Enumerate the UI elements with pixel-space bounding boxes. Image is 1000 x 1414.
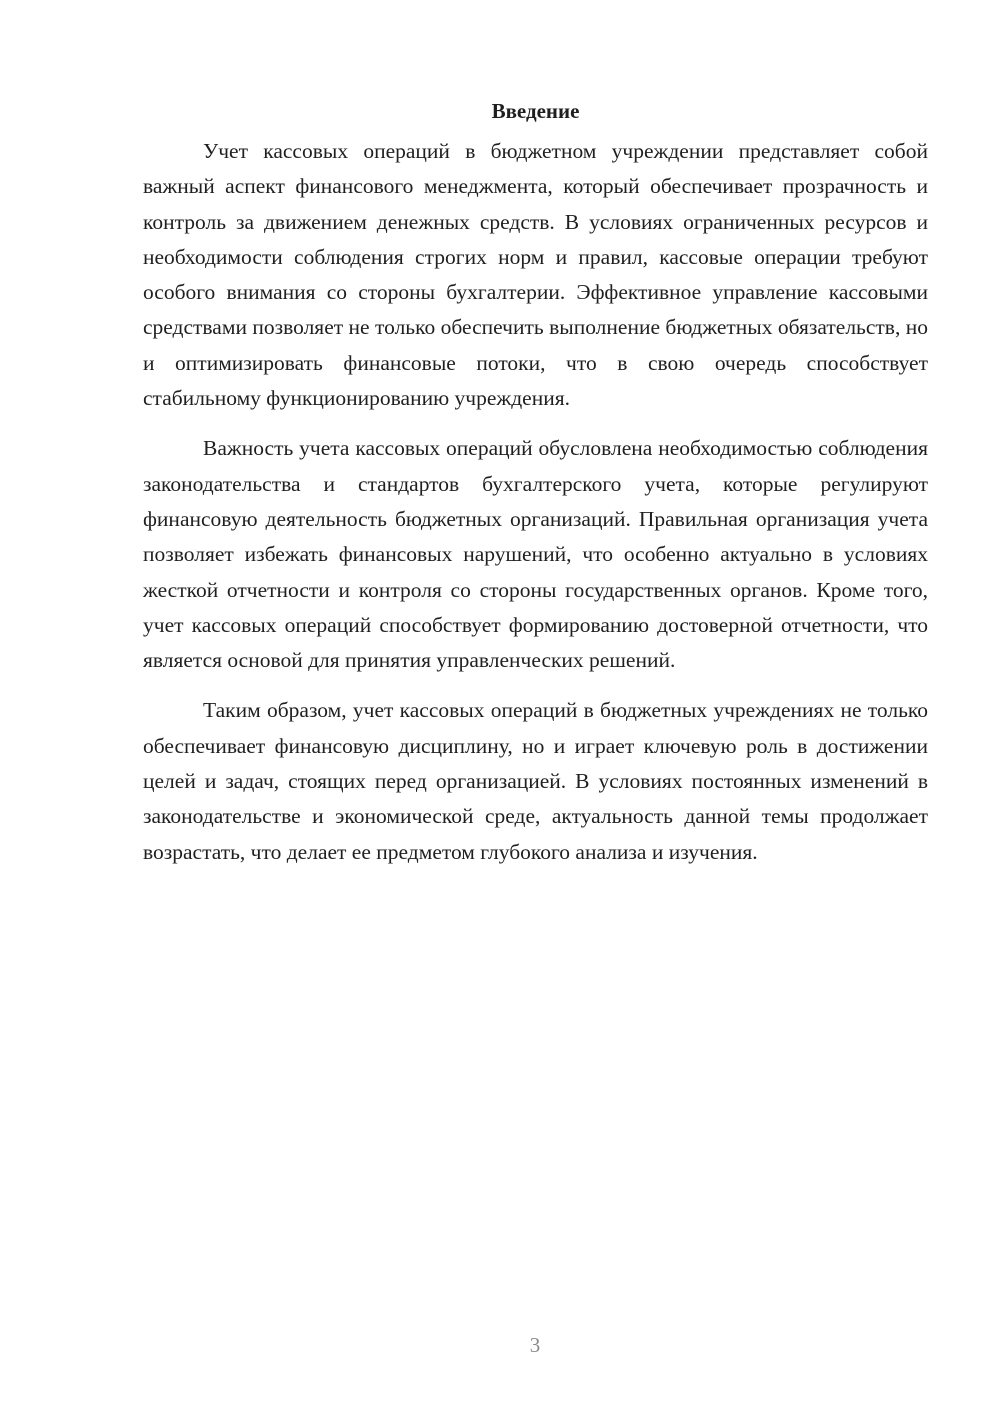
- page-number: 3: [529, 1333, 541, 1357]
- section-title: Введение: [491, 99, 580, 123]
- paragraph-2: Важность учета кассовых операций обусловлена необходимостью соблюдения законодательства и стандартов бухгалтерского учета, которые регулируют финансовую деятельность бюджетных организаций. Правильная организация учета позволяет избежать финансовых нарушений, что особенно актуально в условиях жесткой отчетности и контроля со стороны государственных органов. Кроме того, учет кассовых операций способствует формированию достоверной отчетности, что является основой для принятия управленческих решений.: [143, 436, 928, 673]
- paragraph-1: Учет кассовых операций в бюджетном учреждении представляет собой важный аспект финансового менеджмента, который обеспечивает прозрачность и контроль за движением денежных средств. В условиях ограниченных ресурсов и необходимости соблюдения строгих норм и правил, кассовые операции требуют особого внимания со стороны бухгалтерии. Эффективное управление кассовыми средствами позволяет не только обеспечить выполнение бюджетных обязательств, но и оптимизировать финансовые потоки, что в свою очередь способствует стабильному функционированию учреждения.: [143, 139, 928, 411]
- document-body: [143, 96, 928, 870]
- paragraph-3: Таким образом, учет кассовых операций в бюджетных учреждениях не только обеспечивает финансовую дисциплину, но и играет ключевую роль в достижении целей и задач, стоящих перед организацией. В условиях постоянных изменений в законодательстве и экономической среде, актуальность данной темы продолжает возрастать, что делает ее предметом глубокого анализа и изучения.: [143, 698, 928, 864]
